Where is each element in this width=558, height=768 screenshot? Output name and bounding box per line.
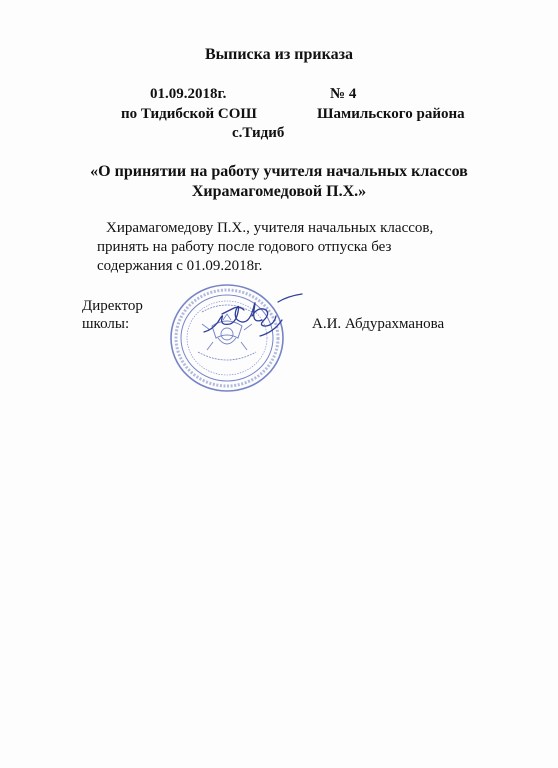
signer-name: А.И. Абдурахманова: [312, 316, 445, 332]
subject-line: «О принятии на работу учителя начальных классов: [90, 163, 468, 180]
body-line: принять на работу после годового отпуска без: [97, 239, 392, 255]
signer-role: [82, 297, 143, 333]
order-date: 01.09.2018г.: [150, 86, 227, 102]
school-name: по Тидибской СОШ: [121, 106, 257, 122]
signer-role-line: школы:: [82, 316, 130, 332]
village-name: с.Тидиб: [232, 125, 285, 141]
body-line: Хирамагомедову П.Х., учителя начальных классов,: [106, 220, 434, 236]
signer-role-line: Директор: [82, 298, 143, 314]
body-line: содержания с 01.09.2018г.: [97, 258, 263, 274]
subject-line: Хирамагомедовой П.Х.»: [191, 183, 367, 200]
order-body: [97, 219, 497, 276]
order-number: № 4: [330, 86, 357, 102]
order-subject: [0, 162, 558, 202]
district-name: Шамильского района: [317, 106, 465, 122]
handwritten-signature: [200, 292, 310, 342]
document-title: Выписка из приказа: [204, 46, 354, 63]
